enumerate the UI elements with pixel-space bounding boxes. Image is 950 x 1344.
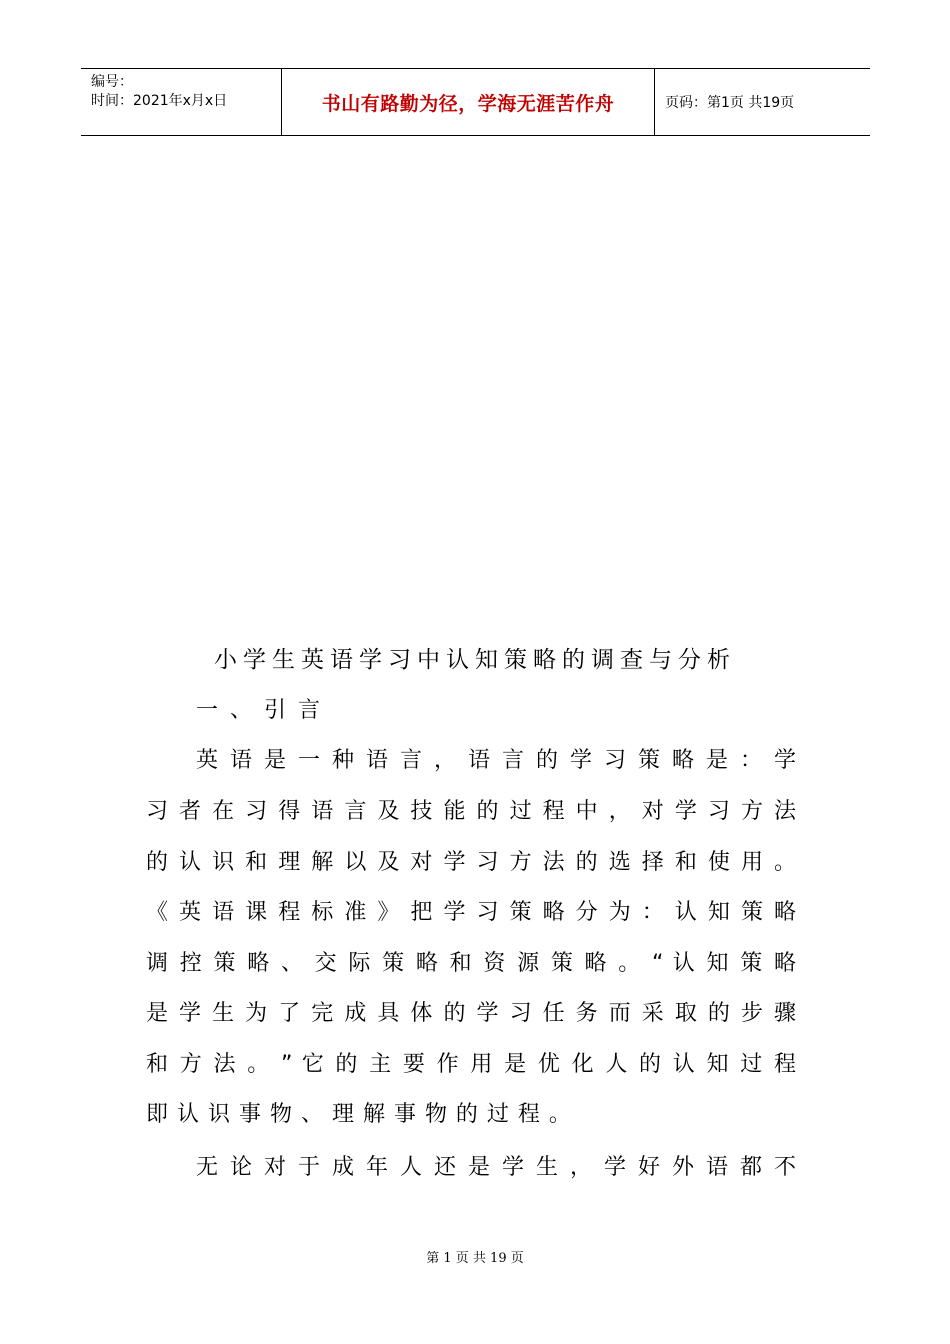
paragraph-line: 《 英 语 课 程 标 准 》 把 学 习 策 略 分 为 ： 认 知 策 略 xyxy=(146,900,796,925)
paragraph-line: 习 者 在 习 得 语 言 及 技 能 的 过 程 中 ， 对 学 习 方 法 xyxy=(146,799,796,824)
header-meta xyxy=(81,69,282,135)
document-time-label: 时间：2021年x月x日 xyxy=(91,93,228,109)
paragraph-line: 调 控 策 略 、 交 际 策 略 和 资 源 策 略 。 “ 认 知 策 略 xyxy=(146,951,796,976)
paragraph-line: 英 语 是 一 种 语 言 ， 语 言 的 学 习 策 略 是 ： 学 xyxy=(196,748,796,773)
page-header xyxy=(81,68,870,136)
section-heading-introduction: 一、引言 xyxy=(196,698,333,723)
paragraph-line: 是 学 生 为 了 完 成 具 体 的 学 习 任 务 而 采 取 的 步 骤 xyxy=(146,1001,796,1026)
paragraph-line: 无 论 对 于 成 年 人 还 是 学 生 ， 学 好 外 语 都 不 xyxy=(196,1155,796,1180)
header-motto: 书山有路勤为径，学海无涯苦作舟 xyxy=(282,69,655,135)
document-title: 小学生英语学习中认知策略的调查与分析 xyxy=(214,647,736,673)
document-number-label: 编号： xyxy=(91,74,133,90)
paragraph-line: 即 认 识 事 物 、 理 解 事 物 的 过 程 。 xyxy=(146,1102,572,1127)
paragraph-line: 和 方 法 。 ” 它 的 主 要 作 用 是 优 化 人 的 认 知 过 程 xyxy=(146,1052,796,1077)
page-footer: 第 1 页 共 19 页 xyxy=(426,1251,524,1266)
header-page-info: 页码：第1页 共19页 xyxy=(665,95,795,111)
paragraph-line: 的 认 识 和 理 解 以 及 对 学 习 方 法 的 选 择 和 使 用 。 xyxy=(146,850,796,875)
